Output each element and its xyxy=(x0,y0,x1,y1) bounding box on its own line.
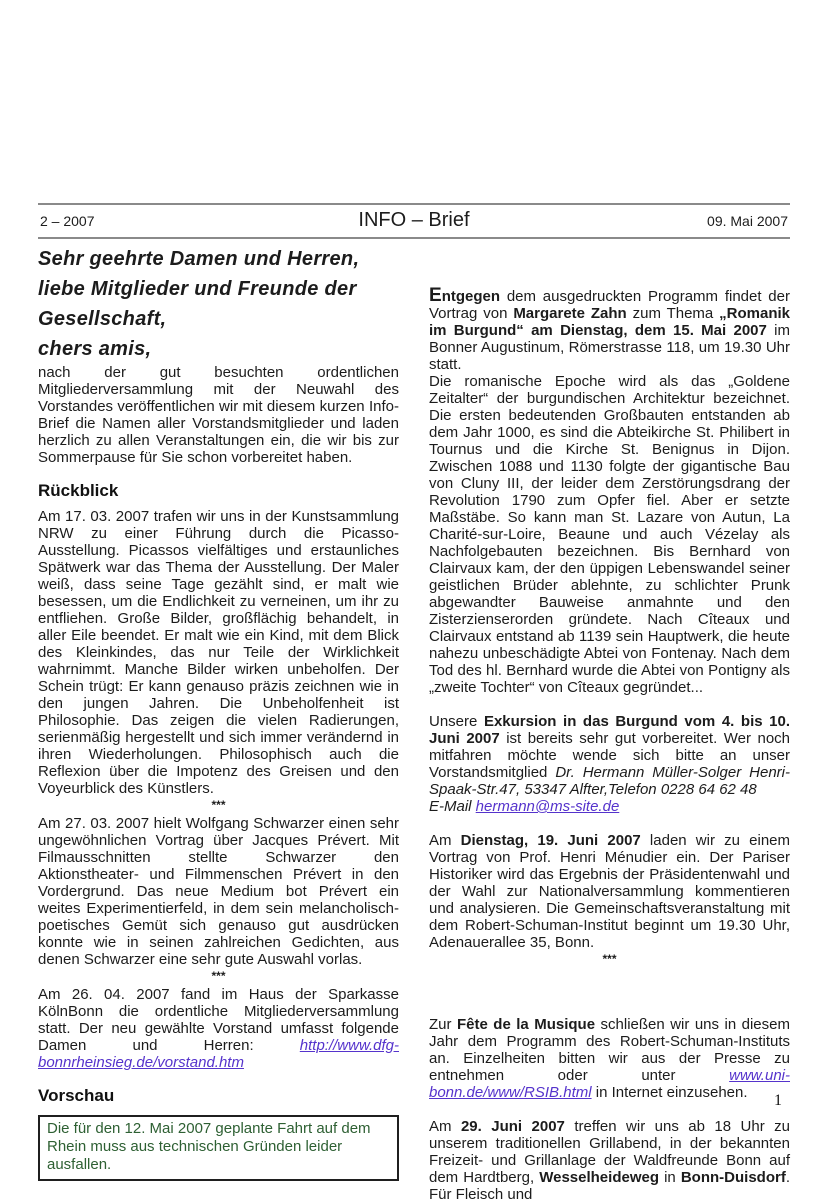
newsletter-header xyxy=(38,203,790,239)
text-run: Dienstag, 19. Juni 2007 xyxy=(460,832,641,849)
text-run: Am xyxy=(429,832,461,849)
prevert-paragraph: Am 27. 03. 2007 hielt Wolfgang Schwarzer einen sehr ungewöhnlichen Vortrag über Jacques Prévert. Mit Filmausschnitten stellte Schwarzer den Aktionstheater- und Filmmenschen Prévert in den Vordergrund. Das neue Medium bot Prévert ein weites Experimentierfeld, in dem sein melancholisch-poetisches Gemüt sich genauso gut ausdrücken konnte wie in seinen zahlreichen Gedichten, aus denen Schwarzer eine sehr gute Auswahl vorlas. xyxy=(38,815,399,968)
text-run: Am xyxy=(429,1118,461,1135)
intro-paragraph: nach der gut besuchten ordentlichen Mitgliederversammlung mit der Neuwahl des Vorstandes veröffentlichen wir mit diesem kurzen Info-Brief die Namen aller Vorstandsmitglieder und laden herzlich zu allen Veranstaltungen ein, die wir bis zur Sommerpause für Sie schon vorbereitet haben. xyxy=(38,364,399,466)
page-number: 1 xyxy=(774,1092,782,1109)
text-run: laden wir zu einem Vortrag von Prof. Henri Ménudier ein. Der Pariser Historiker wird das Ergebnis der Präsidentenwahl und der Wahl zur Nationalversammlung kommentieren und analysieren. Die Gemeinschaftsveranstaltung mit dem Robert-Schuman-Institut beginnt um 19.30 Uhr, Adenauerallee 35, Bonn. xyxy=(429,832,791,951)
text-run: im Bonner Augustinum, Römerstrasse 118, um 19.30 Uhr statt. xyxy=(429,322,790,373)
text-run: Dr. Hermann Müller-Solger Henri-Spaak-Str.47, 53347 Alfter,Telefon 0228 64 62 48 xyxy=(429,764,790,798)
rueckblick-heading: Rückblick xyxy=(38,481,119,500)
asterisk-separator: *** xyxy=(211,798,226,812)
grillabend-paragraph xyxy=(429,1118,790,1203)
text-run: . Für Fleisch und xyxy=(429,1169,790,1203)
asterisk-separator: *** xyxy=(602,952,617,966)
text-run: 29. Juni 2007 xyxy=(460,1118,565,1135)
text-run: Fête de la Musique xyxy=(456,1016,596,1033)
salutation-line: liebe Mitglieder und Freunde der xyxy=(38,278,357,300)
text-run: in xyxy=(659,1169,681,1186)
text-run: E xyxy=(429,285,442,306)
text-run: ist bereits sehr gut vorbereitet. Wer noch mitfahren möchte wende sich bitte an unser Vorstandsmitglied xyxy=(429,730,790,781)
exkursion-paragraph xyxy=(429,713,790,815)
hyperlink[interactable]: http://www.dfg-bonnrheinsieg.de/vorstand.htm xyxy=(38,1037,399,1071)
text-run: Bonn-Duisdorf xyxy=(680,1169,786,1186)
text-run: schließen wir uns in diesem Jahr dem Programm des Robert-Schuman-Instituts an. Einzelheiten bitten wir aus der Presse zu entnehmen oder unter xyxy=(429,1016,790,1084)
text-run: Unsere xyxy=(429,713,484,730)
hyperlink[interactable]: hermann@ms-site.de xyxy=(475,798,620,815)
text-run: ntgegen xyxy=(441,288,501,305)
two-column-body xyxy=(38,244,790,1203)
text-run: dem ausgedruckten Programm findet der Vortrag von xyxy=(429,288,790,322)
romanik-paragraph: Die romanische Epoche wird als das „Goldene Zeitalter“ der burgundischen Architektur bezeichnet. Die ersten bedeutenden Großbauten entstanden ab dem Jahr 1000, es sind die Abteikirche St. Philibert in Tournus und die Kirche St. Benignus in Dijon. Zwischen 1088 und 1130 folgte der gigantische Bau von Cluny III, der leider dem Zerstörungsdrang der Revolution 1790 zum Opfer fiel. Aber er setzte Maßstäbe. So kann man St. Lazare von Autun, La Charité-sur-Loire, Beaune und auch Vézelay als Nachfolgebauten bezeichnen. Bis Bernhard von Clairvaux kam, der den üppigen Lebenswandel seiner geistlichen Brüder ablehnte, zu schlichter Prunk abgewandter Bauweise anmahnte und den Zisterzienserorden gründete. Nach Cîteaux und Clairvaux entstand ab 1139 sein Hauptwerk, die heute nahezu unbeschädigte Abtei von Fontenay. Nach dem Tod des hl. Bernhard wurde die Abtei von Pontigny als „zweite Tochter“ von Cîteaux gegründet... xyxy=(429,373,790,696)
right-column xyxy=(429,244,790,1203)
hyperlink[interactable]: www.uni-bonn.de/www/RSIB.html xyxy=(429,1067,790,1101)
text-run: Margarete Zahn xyxy=(513,305,627,322)
asterisk-separator: *** xyxy=(211,969,226,983)
vortrag-zahn-paragraph xyxy=(429,287,790,373)
text-run: Wesselheideweg xyxy=(539,1169,659,1186)
left-column xyxy=(38,244,399,1203)
text-run: „Romanik im Burgund“ am Dienstag, dem 15. Mai 2007 xyxy=(429,305,790,339)
newsletter-title: INFO – Brief xyxy=(358,209,470,231)
salutation-block xyxy=(38,244,399,364)
salutation-line: Sehr geehrte Damen und Herren, xyxy=(38,248,360,270)
text-run: treffen wir uns ab 18 Uhr zu unserem traditionellen Grillabend, in der bekannten Freizeit- und Grillanlage der Waldfreunde Bonn auf dem Hardtberg, xyxy=(429,1118,790,1186)
text-run: zum Thema xyxy=(626,305,720,322)
cancellation-notice-box xyxy=(38,1115,399,1181)
fete-musique-paragraph xyxy=(429,1016,790,1101)
text-run: E-Mail xyxy=(429,798,476,815)
header-issue-number: 2 – 2007 xyxy=(40,213,95,229)
salutation-line: Gesellschaft, xyxy=(38,308,167,330)
text-run: Zur xyxy=(429,1016,457,1033)
vorschau-heading: Vorschau xyxy=(38,1086,115,1105)
text-run: Exkursion in das Burgund vom 4. bis 10. Juni 2007 xyxy=(429,713,791,747)
text-run: Am 26. 04. 2007 fand im Haus der Sparkasse KölnBonn die ordentliche Mitgliederversammlung statt. Der neu gewählte Vorstand umfasst folgende Damen und Herren: xyxy=(38,986,399,1054)
mitgliederversammlung-paragraph xyxy=(38,986,399,1071)
salutation-line: chers amis, xyxy=(38,338,152,360)
header-date: 09. Mai 2007 xyxy=(707,213,788,229)
cancellation-notice-text: Die für den 12. Mai 2007 geplante Fahrt auf dem Rhein muss aus technischen Gründen leider ausfallen. xyxy=(47,1120,371,1173)
picasso-paragraph: Am 17. 03. 2007 trafen wir uns in der Kunstsammlung NRW zu einer Führung durch die Picasso-Ausstellung. Picassos vielfältiges und erstaunliches Spätwerk war das Thema der Ausstellung. Der Maler weiß, dass seine Tage gezählt sind, er malt wie besessen, um die Endlichkeit zu verneinen, um ihr zu entfliehen. Große Bilder, großflächig behandelt, in aller Eile beendet. Er malt wie ein Kind, mit dem Blick des Kleinkindes, das nur Teile der Wirklichkeit wahrnimmt. Manche Bilder wirken unbeholfen. Der Schein trügt: Er kann genauso präzis zeichnen wie in den jungen Jahren. Die Unbeholfenheit ist Philosophie. Das zeigen die vielen Radierungen, serienmäßig hergestellt und sich immer verändernd in ihren Wiederholungen. Philosophisch auch die Reflexion über die Impotenz des Greisen und den Voyeurblick des Künstlers. xyxy=(38,508,399,797)
text-run: in Internet einzusehen. xyxy=(591,1084,748,1101)
menudier-paragraph xyxy=(429,832,790,951)
